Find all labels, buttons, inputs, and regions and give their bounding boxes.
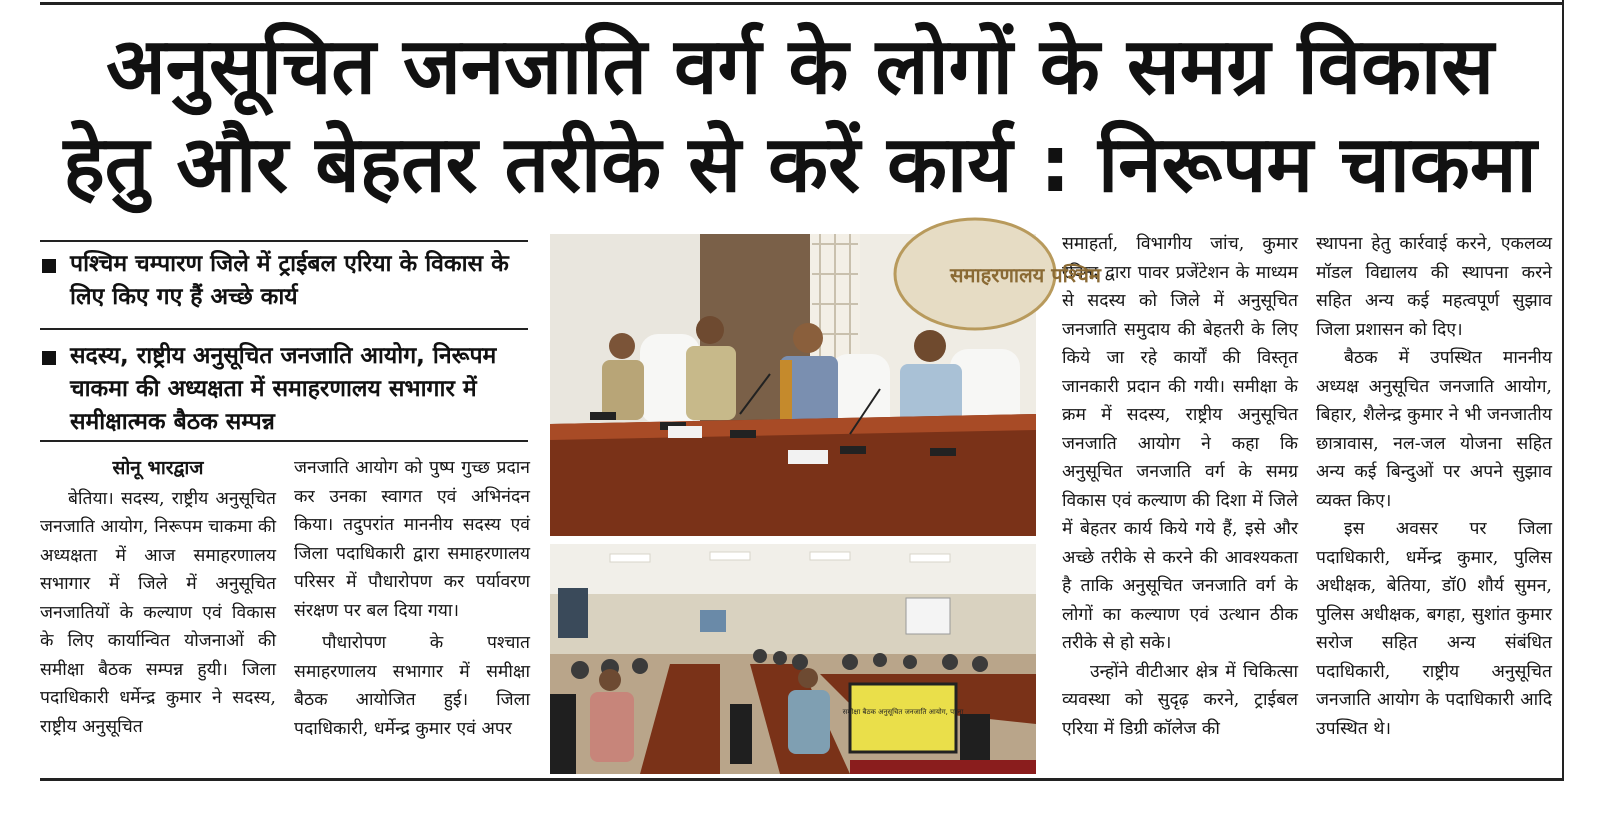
paragraph: जनजाति आयोग को पुष्प गुच्छ प्रदान कर उनका स्वागत एवं अभिनंदन किया। तदुपरांत माननीय सदस्य एवं जिला पदाधिकारी द्वारा समाहरणालय परिसर में पौधारोपण कर पर्यावरण संरक्षण पर बल दिया गया। <box>294 458 530 621</box>
paragraph: बेतिया। सदस्य, राष्ट्रीय अनुसूचित जनजाति आयोग, निरूपम चाकमा की अध्यक्षता में आज समाहरणालय सभागार में जिले में अनुसूचित जनजातियों के कल्याण एवं विकास के लिए कार्यान्वित योजनाओं की समीक्षा बैठक सम्पन्न हुयी। जिला पदाधिकारी धर्मेन्द्र कुमार ने सदस्य, राष्ट्रीय अनुसूचित <box>40 488 276 737</box>
square-bullet-icon <box>42 259 56 273</box>
subhead-text: पश्चिम चम्पारण जिले में ट्राईबल एरिया के विकास के लिए किए गए हैं अच्छे कार्य <box>70 251 509 310</box>
subhead-item <box>40 240 528 328</box>
wall-emblem-text: समाहरणालय पश्चिम <box>950 263 1101 287</box>
subhead-list <box>40 240 528 447</box>
photo-meeting-hall <box>550 544 1036 774</box>
square-bullet-icon <box>42 351 56 365</box>
article-column-1 <box>40 454 276 741</box>
headline-line-2: हेतु और बेहतर तरीके से करें कार्य : निरूपम चाकमा <box>63 120 1537 210</box>
right-rule <box>1562 0 1564 781</box>
subhead-text: सदस्य, राष्ट्रीय अनुसूचित जनजाति आयोग, निरूपम चाकमा की अध्यक्षता में समाहरणालय सभागार में समीक्षात्मक बैठक सम्पन्न <box>70 343 497 435</box>
photo-panel-meeting <box>550 234 1101 536</box>
article-column-3 <box>1062 230 1298 743</box>
paragraph: पौधारोपण के पश्चात समाहरणालय सभागार में समीक्षा बैठक आयोजित हुई। जिला पदाधिकारी, धर्मेन्द्र कुमार एवं अपर <box>294 633 530 739</box>
headline-line-1: अनुसूचित जनजाति वर्ग के लोगों के समग्र विकास <box>106 22 1494 112</box>
article-column-4 <box>1316 230 1552 743</box>
paragraph: उन्होंने वीटीआर क्षेत्र में चिकित्सा व्यवस्था को सुदृढ़ करने, ट्राईबल एरिया में डिग्री कॉलेज की <box>1062 661 1298 739</box>
subhead-item <box>40 332 528 447</box>
paragraph: बैठक में उपस्थित माननीय अध्यक्ष अनुसूचित जनजाति आयोग, बिहार, शैलेन्द्र कुमार ने भी जनजातीय छात्रावास, नल-जल योजना सहित अन्य कई बिन्दुओं पर अपने सुझाव व्यक्त किए। <box>1316 348 1552 511</box>
bottom-rule <box>40 778 1562 781</box>
paragraph: समाहर्ता, विभागीय जांच, कुमार रविन्द्र द्वारा पावर प्रजेंटेशन के माध्यम से सदस्य को जिले में अनुसूचित जनजाति समुदाय की बेहतरी के लिए किये जा रहे कार्यों की विस्तृत जानकारी प्रदान की गयी। समीक्षा के क्रम में सदस्य, राष्ट्रीय अनुसूचित जनजाति आयोग ने कहा कि अनुसूचित जनजाति वर्ग के समग्र विकास एवं कल्याण की दिशा में जिले में बेहतर कार्य किये गये हैं, इसे और अच्छे तरीके से करने की आवश्यकता है ताकि अनुसूचित जनजाति वर्ग के लोगों का कल्याण एवं उत्थान ठीक तरीके से हो सके। <box>1062 234 1298 653</box>
top-rule <box>40 2 1562 5</box>
byline: सोनू भारद्वाज <box>112 457 204 479</box>
paragraph: इस अवसर पर जिला पदाधिकारी, धर्मेन्द्र कुमार, पुलिस अधीक्षक, बेतिया, डॉ0 शौर्य सुमन, पुलिस अधीक्षक, बगहा, सुशांत कुमार सरोज सहित अन्य संबंधित पदाधिकारी, राष्ट्रीय अनुसूचित जनजाति आयोग के पदाधिकारी आदि उपस्थित थे। <box>1316 519 1552 739</box>
screen-text: समीक्षा बैठक अनुसूचित जनजाति आयोग, पटना <box>842 708 964 716</box>
paragraph: स्थापना हेतु कार्रवाई करने, एकलव्य मॉडल विद्यालय की स्थापना करने सहित अन्य कई महत्वपूर्ण सुझाव जिला प्रशासन को दिए। <box>1316 234 1552 340</box>
article-column-2 <box>294 454 530 743</box>
